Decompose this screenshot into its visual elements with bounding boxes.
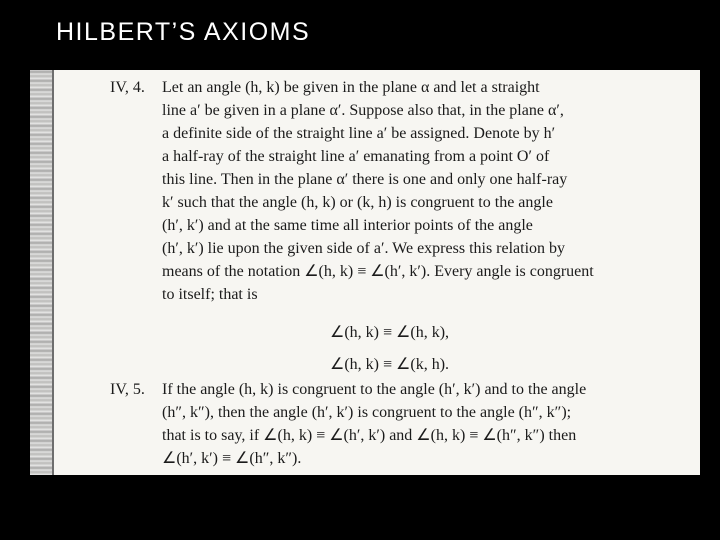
axiom-tag-iv-5: IV, 5. [110,381,145,398]
slide-title: HILBERT’S AXIOMS [56,18,311,46]
page-binding-edge [52,70,54,475]
axiom-iv-4-line: a definite side of the straight line a′ be assigned. Denote by h′ [162,125,556,142]
axiom-iv-4-line: (h′, k′) and at the same time all interior points of the angle [162,217,533,234]
axiom-iv-4-line: Let an angle (h, k) be given in the plane α and let a straight [162,79,540,96]
angle-formula: ∠(h, k) ≡ ∠(k, h). [330,356,450,373]
angle-formula: ∠(h, k) ≡ ∠(h, k), [330,324,450,341]
axiom-iv-4-line: k′ such that the angle (h, k) or (k, h) is congruent to the angle [162,194,553,211]
scanned-page [30,70,700,475]
axiom-iv-4-line: (h′, k′) lie upon the given side of a′. We express this relation by [162,240,566,257]
axiom-iv-4-line: means of the notation ∠(h, k) ≡ ∠(h′, k′). Every angle is congruent [162,263,594,280]
axiom-iv-5-line: (h″, k″), then the angle (h′, k′) is congruent to the angle (h″, k″); [162,404,572,421]
axiom-tag-iv-4: IV, 4. [110,79,145,96]
axiom-iv-4-line: to itself; that is [162,286,258,303]
axiom-iv-4-line: a half-ray of the straight line a′ emanating from a point O′ of [162,148,550,165]
axiom-iv-5-line: that is to say, if ∠(h, k) ≡ ∠(h′, k′) and ∠(h, k) ≡ ∠(h″, k″) then [162,427,577,444]
axiom-iv-5-line: If the angle (h, k) is congruent to the angle (h′, k′) and to the angle [162,381,587,398]
page-binding-shadow [30,70,54,475]
axiom-iv-4-line: this line. Then in the plane α′ there is one and only one half-ray [162,171,568,188]
axiom-iv-4-line: line a′ be given in a plane α′. Suppose also that, in the plane α′, [162,102,564,119]
axiom-iv-5-line: ∠(h′, k′) ≡ ∠(h″, k″). [162,450,302,467]
